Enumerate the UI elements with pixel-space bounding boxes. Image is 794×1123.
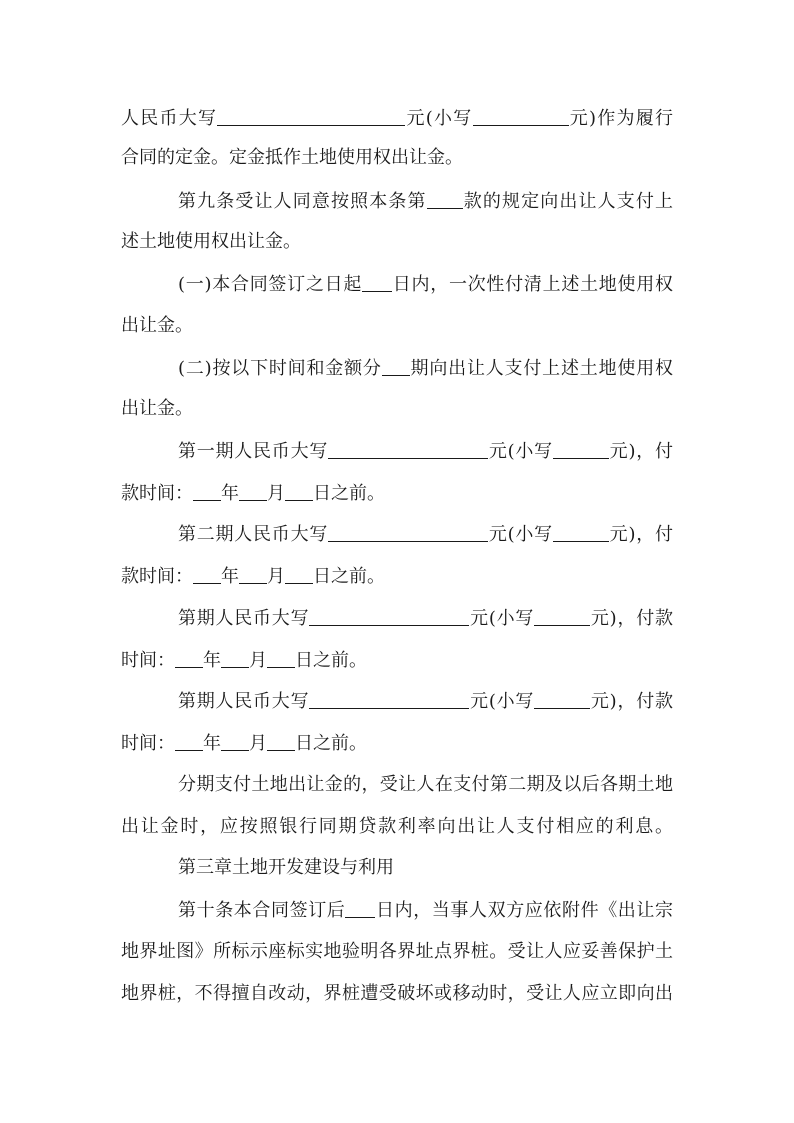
blank-underline [309,603,469,626]
text-line: 地界桩，不得擅自改动，界桩遭受破坏或移动时，受让人应立即向出 [121,983,673,1004]
section-heading: 第三章土地开发建设与利用 [178,857,394,878]
text-line: (一)本合同签订之日起 日内，一次性付清上述土地使用权 [178,269,673,299]
blank-underline [309,686,469,709]
blank-underline [362,269,392,292]
blank-underline [534,603,590,626]
blank-underline [267,728,295,751]
blank-underline [553,519,609,542]
blank-underline [221,728,249,751]
text-line: 出让金时，应按照银行同期贷款利率向出让人支付相应的利息。 [121,816,673,837]
blank-underline [427,186,463,209]
text-line: 款时间： 年 月 日之前。 [121,561,673,591]
blank-underline [345,895,375,918]
text-line: 出让金。 [121,315,193,336]
blank-underline [553,436,609,459]
blank-underline [175,728,203,751]
blank-underline [221,645,249,668]
text-line: (二)按以下时间和金额分 期向出让人支付上述土地使用权 [178,353,673,383]
blank-underline [382,353,410,376]
text-line: 第期人民币大写 元(小写 元)，付款 [178,603,673,633]
blank-underline [534,686,590,709]
text-line: 合同的定金。定金抵作土地使用权出让金。 [121,147,463,168]
blank-underline [193,561,221,584]
blank-underline [193,478,221,501]
blank-underline [175,645,203,668]
text-line: 述土地使用权出让金。 [121,231,301,252]
text-line: 第十条本合同签订后 日内，当事人双方应依附件《出让宗 [178,895,673,925]
blank-underline [267,645,295,668]
blank-underline [285,561,313,584]
text-line: 地界址图》所标示座标实地验明各界址点界桩。受让人应妥善保护土 [121,941,673,962]
text-line: 时间： 年 月 日之前。 [121,645,673,675]
text-line: 第一期人民币大写 元(小写 元)，付 [178,436,673,466]
blank-underline [328,519,488,542]
blank-underline [328,436,488,459]
text-line: 第期人民币大写 元(小写 元)，付款 [178,686,673,716]
text-line: 分期支付土地出让金的，受让人在支付第二期及以后各期土地 [178,774,673,795]
blank-underline [239,478,267,501]
blank-underline [285,478,313,501]
text-line: 人民币大写 元(小写 元)作为履行 [121,103,673,133]
text-line: 第九条受让人同意按照本条第 款的规定向出让人支付上 [178,186,673,216]
text-line: 出让金。 [121,398,193,419]
blank-underline [217,103,405,126]
text-line: 款时间： 年 月 日之前。 [121,478,673,508]
text-line: 时间： 年 月 日之前。 [121,728,673,758]
text-line: 第二期人民币大写 元(小写 元)，付 [178,519,673,549]
blank-underline [239,561,267,584]
blank-underline [473,103,569,126]
